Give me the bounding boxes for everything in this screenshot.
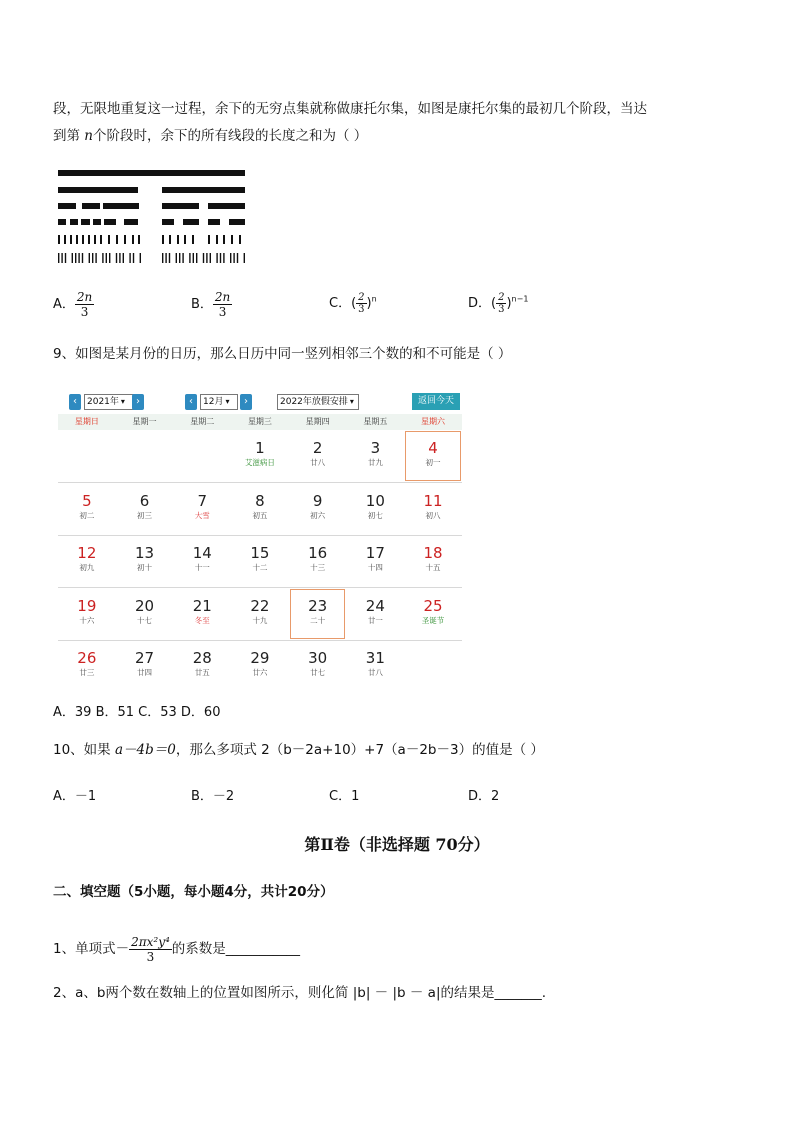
holiday-select[interactable] — [277, 394, 359, 410]
calendar-day-cell[interactable] — [231, 640, 289, 692]
calendar-day-cell[interactable] — [116, 588, 174, 640]
day-number: 24 — [365, 596, 385, 615]
calendar-day-cell[interactable] — [289, 535, 347, 587]
day-number: 30 — [308, 649, 328, 667]
lunar-date-label: 廿八 — [310, 458, 326, 467]
fill-q1-pre: 1、单项式－ — [53, 941, 130, 957]
lunar-date-label: 初三 — [137, 510, 153, 520]
weekday-header — [58, 414, 462, 430]
day-number: 12 — [77, 544, 97, 562]
day-number: 9 — [312, 491, 323, 510]
calendar-day-cell[interactable] — [289, 483, 347, 535]
calendar-day-cell[interactable] — [404, 430, 462, 482]
weekday-label: 星期六 — [421, 417, 446, 426]
chevron-down-icon: ▾ — [225, 397, 230, 406]
q8-stem-line2-pre: 到第 — [53, 128, 85, 144]
day-number: 27 — [134, 649, 155, 667]
lunar-date-label: 十三 — [310, 563, 326, 572]
day-number: 11 — [423, 491, 443, 510]
day-number: 16 — [308, 544, 328, 562]
fill-q1-den: 3 — [146, 949, 155, 964]
day-number: 10 — [365, 491, 385, 510]
q8-option-c-exp: n — [371, 294, 377, 304]
q9-stem: 9、如图是某月份的日历，那么日历中同一竖列相邻三个数的和不可能是（ ） — [53, 346, 512, 362]
day-number: 6 — [139, 491, 150, 510]
lunar-date-label: 二十 — [310, 615, 326, 625]
lunar-date-label: 大雪 — [194, 510, 210, 520]
weekday-label: 星期日 — [74, 417, 99, 426]
part-two-title: 第Ⅱ卷（非选择题 70分） — [304, 835, 490, 854]
q10-stem-pre: 10、如果 — [53, 742, 115, 758]
day-number: 19 — [77, 596, 97, 615]
q8-option-b[interactable] — [191, 290, 232, 319]
day-number: 20 — [134, 596, 155, 615]
q8-option-d-num: 2 — [498, 292, 505, 303]
calendar-widget — [58, 390, 462, 686]
calendar-day-cell[interactable] — [116, 535, 174, 587]
calendar-day-cell[interactable] — [173, 535, 231, 587]
month-select-value: 12月 — [203, 397, 224, 407]
calendar-day-cell[interactable] — [289, 588, 347, 640]
lunar-date-label: 十九 — [252, 615, 268, 625]
day-number: 3 — [370, 439, 381, 457]
calendar-day-cell[interactable] — [347, 588, 405, 640]
fill-q1-post: 的系数是___________ — [171, 941, 301, 957]
return-today-button[interactable]: 返回今天 — [412, 393, 460, 410]
cantor-level-3 — [58, 219, 245, 225]
q8-stem-line2 — [53, 126, 367, 146]
calendar-day-cell[interactable] — [231, 588, 289, 640]
q10-option-c[interactable]: C．1 — [329, 789, 360, 804]
lunar-date-label: 艾滋病日 — [244, 458, 275, 467]
calendar-day-cell[interactable] — [289, 640, 347, 692]
cantor-set-figure — [56, 168, 248, 268]
calendar-day-cell[interactable] — [116, 483, 174, 535]
day-number: 1 — [255, 439, 265, 457]
lunar-date-label: 初五 — [252, 510, 268, 520]
lunar-date-label: 十七 — [137, 615, 153, 625]
q8-option-d[interactable]: D．( $\frac{2}{3}$ )$^{n-1}$ — [468, 292, 529, 315]
weekday-label: 星期三 — [247, 417, 272, 426]
lunar-date-label: 廿六 — [252, 668, 268, 677]
day-number: 31 — [365, 649, 385, 667]
calendar-day-cell[interactable] — [173, 483, 231, 535]
lunar-date-label: 圣诞节 — [421, 615, 445, 625]
q8-option-c[interactable]: C．( $\frac{2}{3}$ )$^n$ — [329, 292, 377, 315]
lunar-date-label: 初十 — [137, 563, 153, 572]
calendar-day-cell[interactable] — [116, 640, 174, 692]
q10-equation: a－4b＝0 — [114, 742, 176, 758]
day-number: 13 — [134, 544, 155, 562]
q8-option-a[interactable] — [53, 290, 94, 319]
calendar-day-cell[interactable] — [347, 535, 405, 587]
cantor-level-2 — [58, 203, 245, 209]
calendar-toolbar — [58, 390, 462, 414]
calendar-day-cell[interactable] — [231, 483, 289, 535]
day-number: 17 — [365, 544, 385, 562]
calendar-day-cell[interactable] — [173, 588, 231, 640]
weekday-label: 星期四 — [305, 417, 330, 426]
holiday-select-value: 2022年放假安排 — [280, 397, 348, 407]
lunar-date-label: 廿九 — [367, 458, 383, 467]
day-number: 28 — [192, 649, 212, 667]
lunar-date-label: 初一 — [425, 458, 441, 467]
calendar-day-cell[interactable] — [231, 430, 289, 482]
cantor-level-5 — [58, 253, 245, 263]
day-number: 14 — [192, 544, 212, 562]
day-number: 2 — [312, 439, 323, 457]
lunar-date-label: 廿七 — [310, 668, 326, 677]
calendar-day-cell[interactable] — [404, 535, 462, 587]
weekday-label: 星期一 — [132, 417, 157, 426]
q8-option-b-den: 3 — [218, 305, 227, 319]
day-number: 18 — [423, 544, 443, 562]
q8-option-c-num: 2 — [358, 292, 365, 303]
lunar-date-label: 廿四 — [137, 668, 153, 677]
calendar-day-cell[interactable] — [289, 430, 347, 482]
lunar-date-label: 初二 — [79, 510, 95, 520]
q8-var-n: n — [84, 128, 93, 144]
calendar-day-cell[interactable] — [58, 588, 116, 640]
q8-option-a-label: A． — [53, 297, 75, 312]
lunar-date-label: 初九 — [79, 563, 95, 572]
q8-stem-line2-post: 个阶段时，余下的所有线段的长度之和为（ ） — [93, 128, 368, 144]
day-number: 26 — [77, 649, 97, 667]
chevron-down-icon: ▾ — [120, 397, 125, 406]
calendar-day-cell[interactable] — [404, 483, 462, 535]
q8-option-b-label: B． — [191, 297, 213, 312]
q8-stem-line1: 段，无限地重复这一过程，余下的无穷点集就称做康托尔集，如图是康托尔集的最初几个阶段，当达 — [53, 101, 647, 117]
lunar-date-label: 十一 — [194, 563, 210, 572]
day-number: 23 — [308, 596, 328, 615]
lunar-date-label: 十四 — [367, 563, 383, 572]
weekday-label: 星期五 — [363, 417, 388, 426]
cantor-level-0 — [58, 170, 245, 176]
lunar-date-label: 初七 — [367, 510, 383, 520]
q8-option-d-label: D． — [468, 296, 492, 311]
q8-option-b-num: 2n — [214, 290, 231, 304]
month-select[interactable] — [200, 394, 238, 410]
calendar-day-cell[interactable] — [347, 640, 405, 692]
q8-option-a-num: 2n — [76, 290, 93, 304]
fill-q1-num: 2πx²y⁴ — [131, 934, 170, 949]
lunar-date-label: 廿五 — [194, 668, 210, 677]
day-number: 21 — [192, 596, 212, 615]
lunar-date-label: 初八 — [425, 510, 441, 520]
calendar-day-cell[interactable] — [58, 483, 116, 535]
next-year-button[interactable]: › — [132, 394, 144, 410]
day-number: 15 — [250, 544, 270, 562]
q9-options[interactable]: A．39 B．51 C．53 D．60 — [53, 705, 221, 720]
lunar-date-label: 廿一 — [367, 615, 383, 625]
section-fill-in-heading: 二、填空题（5小题，每小题4分，共计20分） — [53, 884, 334, 900]
lunar-date-label: 廿三 — [79, 668, 95, 677]
q8-option-d-exp: n−1 — [511, 294, 529, 304]
q8-option-c-den: 3 — [358, 304, 365, 315]
day-number: 8 — [255, 491, 265, 510]
calendar-day-cell[interactable] — [58, 640, 116, 692]
q8-option-c-label: C． — [329, 296, 352, 311]
year-select[interactable] — [84, 394, 134, 410]
lunar-date-label: 十六 — [79, 615, 95, 625]
prev-month-button[interactable]: ‹ — [185, 394, 197, 410]
calendar-day-cell[interactable] — [173, 640, 231, 692]
lunar-date-label: 初六 — [310, 510, 326, 520]
day-number: 5 — [82, 491, 92, 510]
day-number: 25 — [423, 596, 443, 615]
cantor-level-4 — [58, 235, 241, 244]
weekday-label: 星期二 — [190, 417, 215, 426]
lunar-date-label: 十二 — [252, 563, 268, 572]
q8-option-a-den: 3 — [80, 305, 89, 319]
cantor-level-1 — [58, 187, 245, 193]
day-number: 29 — [250, 649, 270, 667]
next-month-button[interactable]: › — [240, 394, 252, 410]
calendar-day-cell[interactable] — [404, 588, 462, 640]
calendar-day-cell[interactable] — [58, 535, 116, 587]
q10-option-b[interactable]: B．－2 — [191, 789, 235, 804]
calendar-day-cell[interactable] — [231, 535, 289, 587]
day-number: 7 — [197, 491, 207, 510]
calendar-day-cell[interactable] — [347, 483, 405, 535]
prev-year-button[interactable]: ‹ — [69, 394, 81, 410]
fill-question-1 — [53, 932, 300, 966]
calendar-day-cell[interactable] — [347, 430, 405, 482]
q10-stem — [53, 740, 544, 760]
chevron-down-icon: ▾ — [349, 397, 354, 406]
year-select-value: 2021年 — [87, 397, 119, 407]
day-number: 4 — [428, 439, 438, 457]
q8-option-d-den: 3 — [498, 304, 505, 315]
q10-option-d[interactable]: D．2 — [468, 789, 500, 804]
q10-option-a[interactable]: A．－1 — [53, 789, 97, 804]
lunar-date-label: 冬至 — [194, 615, 210, 625]
lunar-date-label: 十五 — [425, 563, 441, 572]
lunar-date-label: 廿八 — [367, 668, 383, 677]
day-number: 22 — [250, 596, 270, 615]
fill-question-2: 2、a、b两个数在数轴上的位置如图所示，则化简 |b| － |b － a|的结果是_______. — [53, 985, 547, 1001]
q10-stem-post: ，那么多项式 2（b－2a+10）+7（a－2b－3）的值是（ ） — [175, 742, 544, 758]
